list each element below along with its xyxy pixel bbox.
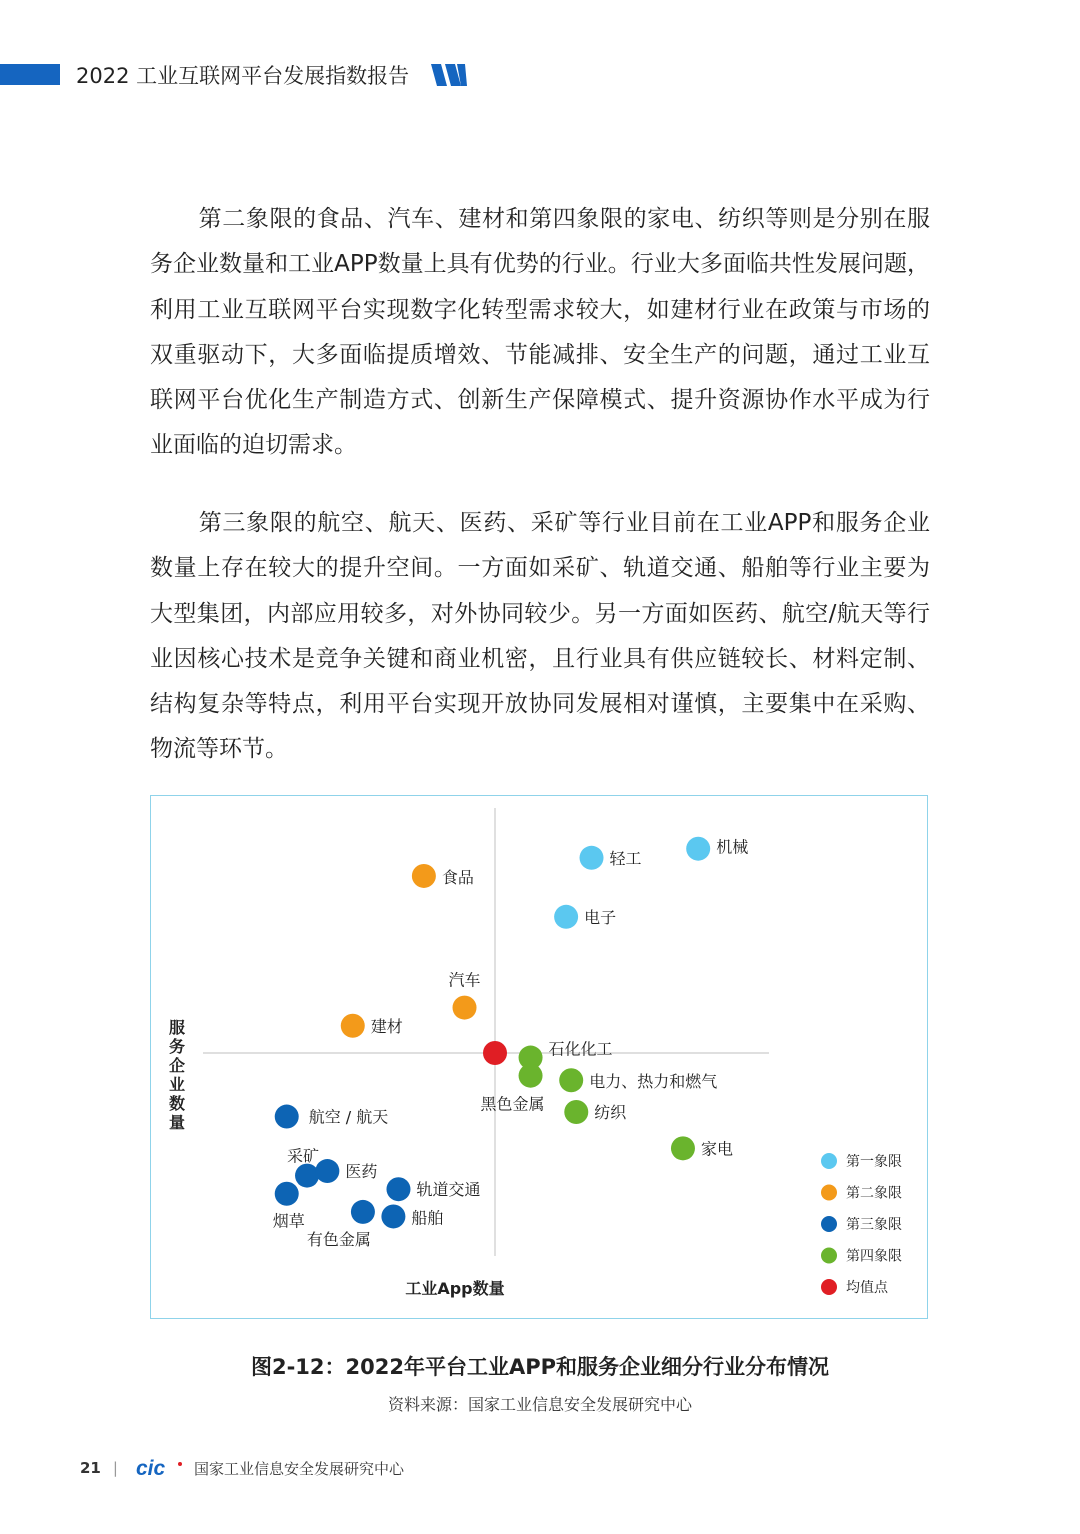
point-label: 烟草 — [272, 1211, 305, 1231]
legend-swatch — [821, 1248, 837, 1264]
logo-text: cic — [135, 1458, 166, 1478]
point-label: 黑色金属 — [480, 1094, 545, 1114]
data-point — [686, 837, 710, 861]
point-label: 采矿 — [287, 1146, 320, 1166]
data-point — [412, 864, 436, 888]
data-point — [554, 905, 578, 929]
paragraph-quadrant-3 — [150, 501, 930, 773]
point-label: 电子 — [584, 907, 617, 927]
point-label: 航空 / 航天 — [308, 1107, 389, 1127]
quadrant-chart — [150, 795, 928, 1319]
point-label: 轨道交通 — [416, 1180, 481, 1200]
legend-label: 第四象限 — [846, 1248, 902, 1265]
point-label: 纺织 — [594, 1103, 627, 1123]
chart-canvas — [151, 796, 929, 1320]
legend-label: 第一象限 — [846, 1154, 902, 1170]
data-point — [386, 1177, 410, 1201]
legend-swatch — [821, 1185, 837, 1201]
point-label: 医药 — [345, 1162, 378, 1182]
point-label: 家电 — [700, 1139, 733, 1159]
header-slash-icon — [431, 64, 471, 86]
data-point — [275, 1105, 299, 1129]
paragraph-text: 第二象限的食品、汽车、建材和第四象限的家电、纺织等则是分别在服务企业数量和工业APP数量上具有优势的行业。行业大多面临共性发展问题，利用工业互联网平台实现数字化转型需求较大，如建材行业在政策与市场的双重驱动下，大多面临提质增效、节能减排、安全生产的问题，通过工业互联网平台优化生产制造方式、创新生产保障模式、提升资源协作水平成为行业面临的迫切需求。 — [150, 206, 930, 459]
data-point — [351, 1200, 375, 1224]
point-label: 轻工 — [609, 848, 642, 868]
page-number: 21 — [80, 1459, 101, 1477]
point-label: 建材 — [370, 1016, 403, 1036]
data-point — [275, 1182, 299, 1206]
point-label: 汽车 — [448, 970, 481, 990]
paragraph-text: 第三象限的航空、航天、医药、采矿等行业目前在工业APP和服务企业数量上存在较大的提升空间。一方面如采矿、轨道交通、船舶等行业主要为大型集团，内部应用较多，对外协同较少。另一方面如医药、航空/航天等行业因核心技术是竞争关键和商业机密，且行业具有供应链较长、材料定制、结构复杂等特点，利用平台实现开放协同发展相对谨慎，主要集中在采购、物流等环节。 — [150, 510, 930, 763]
legend-swatch — [821, 1216, 837, 1232]
paragraph-quadrant-2-4 — [150, 197, 930, 469]
report-title: 2022 工业互联网平台发展指数报告 — [76, 64, 410, 88]
point-label: 石化化工 — [548, 1039, 613, 1059]
figure-source: 资料来源：国家工业信息安全发展研究中心 — [387, 1395, 692, 1414]
x-axis-label: 工业App数量 — [405, 1279, 505, 1298]
data-point — [564, 1100, 588, 1124]
legend-label: 均值点 — [846, 1280, 888, 1296]
y-axis-label: 服务企业数量 — [168, 1018, 186, 1132]
data-point — [671, 1136, 695, 1160]
legend-swatch — [821, 1279, 837, 1295]
figure-title: 图2-12：2022年平台工业APP和服务企业细分行业分布情况 — [250, 1355, 830, 1379]
footer-separator: | — [112, 1459, 118, 1477]
legend-label: 第二象限 — [846, 1185, 902, 1202]
data-point — [341, 1014, 365, 1038]
point-label: 电力、热力和燃气 — [589, 1072, 718, 1092]
point-label: 有色金属 — [306, 1229, 371, 1249]
page-footer — [80, 1456, 404, 1480]
point-label: 食品 — [441, 867, 474, 887]
legend-label: 第三象限 — [846, 1217, 902, 1233]
data-point — [315, 1159, 339, 1183]
point-label: 船舶 — [411, 1208, 444, 1228]
data-point — [559, 1068, 583, 1092]
data-point — [483, 1041, 507, 1065]
point-label: 机械 — [716, 837, 749, 857]
data-point — [381, 1204, 405, 1228]
header-accent-bar — [0, 64, 60, 85]
data-point — [580, 846, 604, 870]
cic-logo-icon — [136, 1458, 186, 1478]
footer-organization: 国家工业信息安全发展研究中心 — [193, 1459, 404, 1478]
data-point — [295, 1164, 319, 1188]
legend-swatch — [821, 1153, 837, 1169]
data-point — [519, 1064, 543, 1088]
data-point — [453, 996, 477, 1020]
